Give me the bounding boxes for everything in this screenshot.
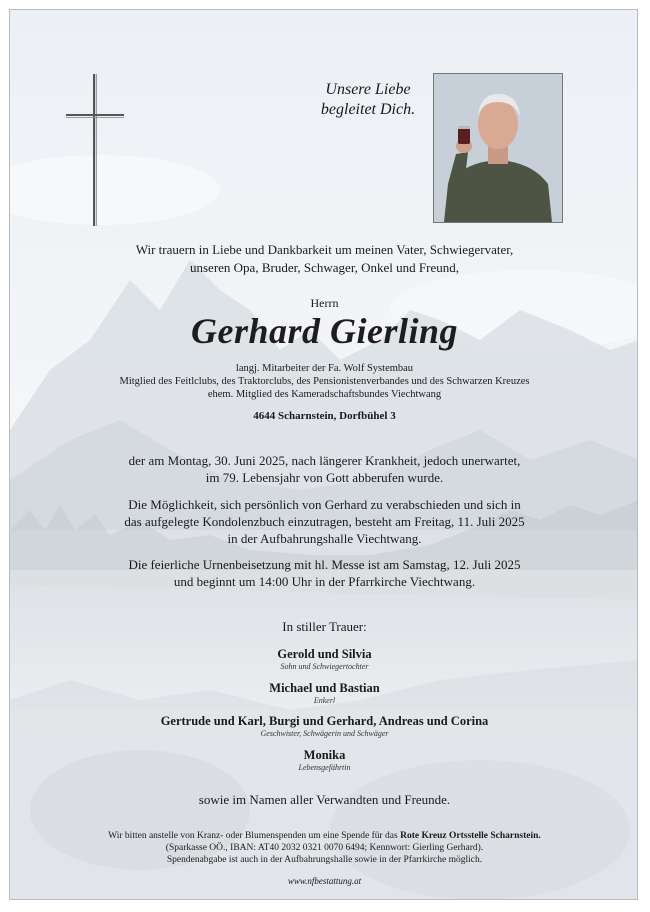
salutation: Herrn (310, 296, 339, 310)
donation-line (10, 830, 638, 842)
mourning-heading: In stiller Trauer: (282, 619, 367, 634)
membership-line: Mitglied des Feitlclubs, des Traktorclubs, des Pensionistenverbandes und des Schwarzen Kreuzes (119, 376, 530, 387)
donation-line: (Sparkasse OÖ., IBAN: AT40 2032 0321 0070 6494; Kennwort: Gierling Gerhard). (165, 843, 484, 853)
mourner-entry (10, 714, 638, 739)
intro-line: Wir trauern in Liebe und Dankbarkeit um meinen Vater, Schwiegervater, (135, 242, 514, 257)
burial-paragraph (10, 556, 638, 590)
paragraph-line: Die feierliche Urnenbeisetzung mit hl. Messe ist am Samstag, 12. Juli 2025 (128, 557, 521, 572)
mourner-relation: Sohn und Schwiegertochter (280, 662, 369, 671)
paragraph-line: Die Möglichkeit, sich persönlich von Gerhard zu verabschieden und sich in (128, 497, 521, 512)
mourner-name: Michael und Bastian (269, 681, 380, 695)
mourner-entry (10, 647, 638, 672)
cross-icon (66, 74, 126, 226)
address: 4644 Scharnstein, Dorfbühel 3 (253, 410, 396, 422)
memorial-quote (288, 80, 448, 120)
mourner-relation: Geschwister, Schwägerin und Schwäger (260, 729, 389, 738)
donation-note (10, 830, 638, 866)
memberships (10, 362, 638, 401)
membership-line: langj. Mitarbeiter der Fa. Wolf Systembau (235, 363, 414, 374)
mourner-name: Gerold und Silvia (277, 647, 372, 661)
deceased-name: Gerhard Gierling (190, 311, 459, 351)
intro-text (10, 241, 638, 277)
mourner-name: Gertrude und Karl, Burgi und Gerhard, Andreas und Corina (160, 714, 489, 728)
intro-line: unseren Opa, Bruder, Schwager, Onkel und Freund, (189, 260, 459, 275)
death-notice-paragraph (10, 452, 638, 486)
closing-line: sowie im Namen aller Verwandten und Freunde. (198, 792, 451, 807)
donation-line: Spendenabgabe ist auch in der Aufbahrungshalle sowie in der Pfarrkirche möglich. (166, 855, 483, 865)
paragraph-line: in der Aufbahrungshalle Viechtwang. (227, 531, 422, 546)
paragraph-line: der am Montag, 30. Juni 2025, nach längerer Krankheit, jedoch unerwartet, (128, 453, 521, 468)
mourner-entry (10, 748, 638, 773)
paragraph-line: und beginnt um 14:00 Uhr in der Pfarrkirche Viechtwang. (173, 574, 476, 589)
quote-line: begleitet Dich. (320, 101, 416, 118)
mourner-relation: Enkerl (313, 696, 336, 705)
obituary-card (9, 9, 638, 900)
website-link[interactable]: www.nfbestattung.at (287, 876, 362, 886)
donation-recipient: Rote Kreuz Ortsstelle Scharnstein. (400, 831, 541, 841)
portrait-photo (433, 73, 563, 223)
membership-line: ehem. Mitglied des Kameradschaftsbundes Viechtwang (207, 389, 442, 400)
farewell-paragraph (10, 496, 638, 547)
mourner-relation: Lebensgefährtin (298, 763, 351, 772)
quote-line: Unsere Liebe (325, 81, 411, 98)
mourner-entry (10, 681, 638, 706)
portrait-image (434, 74, 562, 222)
mourner-name: Monika (303, 748, 346, 762)
paragraph-line: das aufgelegte Kondolenzbuch einzutragen, besteht am Freitag, 11. Juli 2025 (124, 514, 525, 529)
donation-text: Wir bitten anstelle von Kranz- oder Blumenspenden um eine Spende für das (108, 831, 401, 841)
paragraph-line: im 79. Lebensjahr von Gott abberufen wurde. (205, 470, 444, 485)
